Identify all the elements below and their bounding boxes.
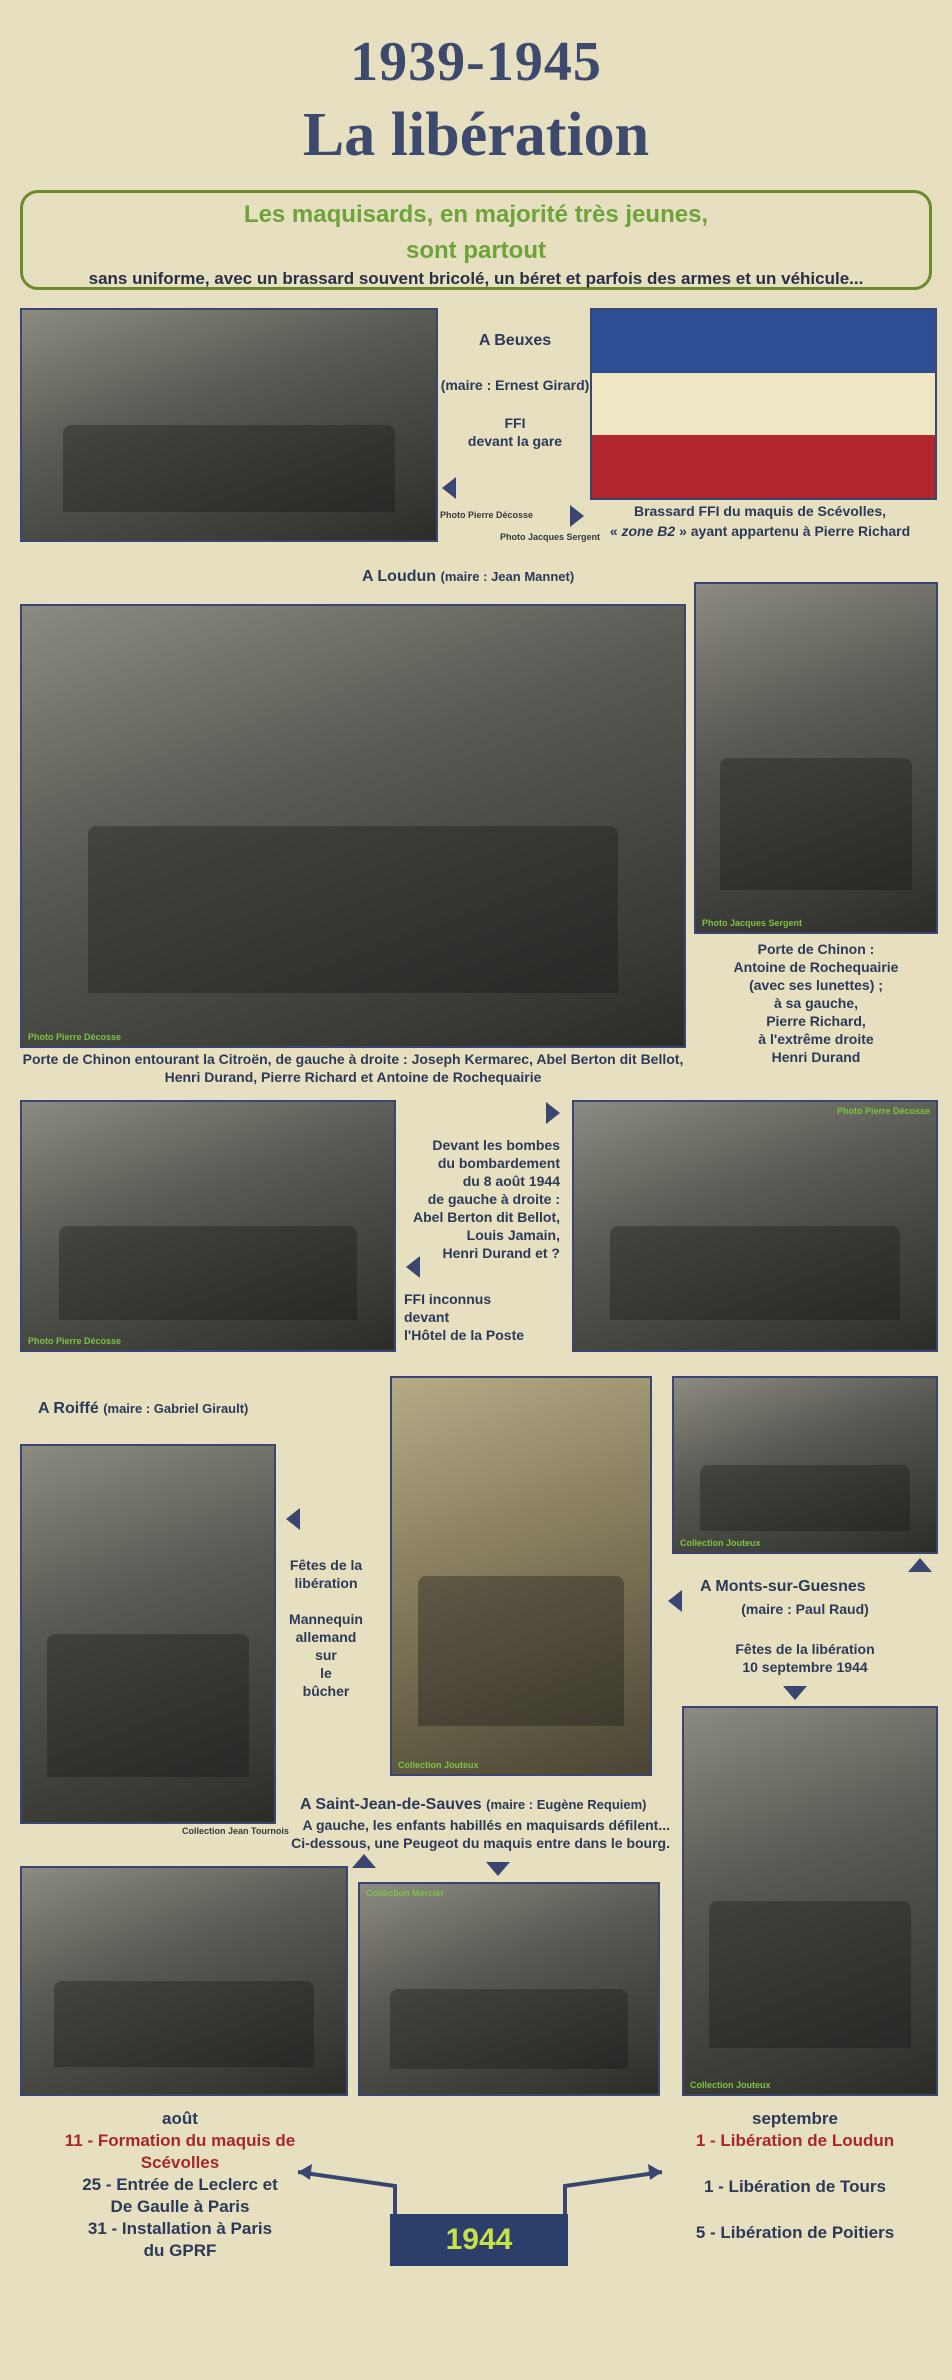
banner-line-3: sans uniforme, avec un brassard souvent bricolé, un béret et parfois des armes et un véhicule... xyxy=(88,269,864,288)
photo-crowd-center xyxy=(390,1376,652,1776)
arrow-up-icon xyxy=(908,1558,932,1572)
monts-fetes-2: 10 septembre 1944 xyxy=(742,1659,868,1675)
photo-monts-crowd xyxy=(672,1376,938,1554)
photo-bombs xyxy=(572,1100,938,1352)
arrow-right-icon xyxy=(546,1102,560,1124)
loudun-heading xyxy=(362,568,574,586)
arrow-left-icon xyxy=(668,1590,682,1612)
photo-loudun-citroen xyxy=(20,604,686,1048)
loudun-mayor: (maire : Jean Mannet) xyxy=(440,569,575,584)
armband-caption-2: « zone B2 » ayant appartenu à Pierre Richard xyxy=(609,523,911,539)
beuxes-ffi: FFI xyxy=(504,415,526,431)
beuxes-credit-left: Photo Pierre Décosse xyxy=(440,510,534,520)
arrow-left-icon xyxy=(286,1508,300,1530)
loudun-place: A Loudun xyxy=(362,568,437,585)
loudun-side-caption: Porte de Chinon : Antoine de Rochequairie (avec ses lunettes) ; à sa gauche, Pierre Richard, à l'extrême droite Henri Durand xyxy=(733,941,899,1065)
monts-credit-top: Collection Jouteux xyxy=(680,1538,761,1548)
loudun-credit-side: Photo Jacques Sergent xyxy=(702,918,803,928)
loudun-caption-2: Henri Durand, Pierre Richard et Antoine de Rochequairie xyxy=(164,1069,542,1085)
timeline-august-header: août xyxy=(162,2109,198,2128)
arrow-down-icon xyxy=(486,1862,510,1876)
timeline-september-header: septembre xyxy=(752,2109,838,2128)
armband-caption-1: Brassard FFI du maquis de Scévolles, xyxy=(633,503,887,519)
monts-fetes-1: Fêtes de la libération xyxy=(735,1641,875,1657)
photo-beuxes-truck xyxy=(20,308,438,542)
beuxes-place: A Beuxes xyxy=(478,332,552,349)
beuxes-credit-right: Photo Jacques Sergent xyxy=(500,532,601,542)
loudun-credit-main: Photo Pierre Décosse xyxy=(28,1032,122,1042)
saint-jean-credit: Collection Mercier xyxy=(366,1888,445,1898)
page-title-years: 1939-1945 xyxy=(350,31,602,93)
arrow-left-icon xyxy=(442,477,456,499)
ffi-armband-image xyxy=(590,308,937,500)
saint-jean-place: A Saint-Jean-de-Sauves xyxy=(300,1796,482,1813)
monts-mayor: (maire : Paul Raud) xyxy=(741,1601,869,1617)
ffi-credit: Photo Pierre Décosse xyxy=(28,1336,122,1346)
photo-roiffe-bonfire xyxy=(20,1444,276,1824)
saint-jean-mayor: (maire : Eugène Requiem) xyxy=(486,1797,647,1812)
ffi-caption: FFI inconnus devant l'Hôtel de la Poste xyxy=(404,1291,525,1343)
flag-blue-band xyxy=(592,310,935,373)
monts-place: A Monts-sur-Guesnes xyxy=(700,1578,866,1595)
photo-loudun-side xyxy=(694,582,938,934)
arrow-right-icon xyxy=(648,2164,662,2180)
arrow-left-icon xyxy=(298,2164,312,2180)
banner-line-1: Les maquisards, en majorité très jeunes, xyxy=(243,201,709,228)
timeline-august: août 11 - Formation du maquis de Scévolles 25 - Entrée de Leclerc et De Gaulle à Paris 31 - Installation à Paris du GPRF xyxy=(30,2108,330,2262)
flag-white-band xyxy=(592,373,935,436)
intro-banner xyxy=(20,190,932,290)
arrow-left-icon xyxy=(406,1256,420,1278)
photo-monts-parade xyxy=(682,1706,938,2096)
photo-saint-jean-children xyxy=(20,1866,348,2096)
center-credit: Collection Jouteux xyxy=(398,1760,479,1770)
photo-saint-jean-peugeot xyxy=(358,1882,660,2096)
saint-jean-line-1: A gauche, les enfants habillés en maquisards défilent... xyxy=(302,1817,670,1833)
saint-jean-heading xyxy=(300,1796,670,1814)
timeline-year: 1944 xyxy=(390,2214,568,2266)
roiffe-place: A Roiffé xyxy=(38,1400,99,1417)
banner-line-2: sont partout xyxy=(406,237,546,264)
photo-ffi-hotel-poste xyxy=(20,1100,396,1352)
roiffe-mayor: (maire : Gabriel Girault) xyxy=(103,1401,249,1416)
arrow-down-icon xyxy=(783,1686,807,1700)
monts-credit-bottom: Collection Jouteux xyxy=(690,2080,771,2090)
roiffe-credit: Collection Jean Tournois xyxy=(182,1826,289,1836)
saint-jean-line-2: Ci-dessous, une Peugeot du maquis entre dans le bourg. xyxy=(291,1835,670,1851)
roiffe-caption: Fêtes de la libération Mannequin allemand sur le bûcher xyxy=(289,1557,363,1699)
roiffe-heading xyxy=(38,1400,248,1418)
bombs-credit: Photo Pierre Décosse xyxy=(836,1106,930,1116)
beuxes-station: devant la gare xyxy=(467,433,563,449)
loudun-caption-1: Porte de Chinon entourant la Citroën, de gauche à droite : Joseph Kermarec, Abel Berton dit Bellot, xyxy=(22,1051,684,1067)
page-title: La libération xyxy=(302,101,650,169)
arrow-up-icon xyxy=(352,1854,376,1868)
timeline-september: septembre 1 - Libération de Loudun 1 - Libération de Tours 5 - Libération de Poitiers xyxy=(650,2108,940,2244)
bombs-caption: Devant les bombes du bombardement du 8 août 1944 de gauche à droite : Abel Berton dit Bellot, Louis Jamain, Henri Durand et ? xyxy=(413,1137,560,1261)
flag-red-band xyxy=(592,435,935,498)
beuxes-mayor: (maire : Ernest Girard) xyxy=(440,377,590,393)
